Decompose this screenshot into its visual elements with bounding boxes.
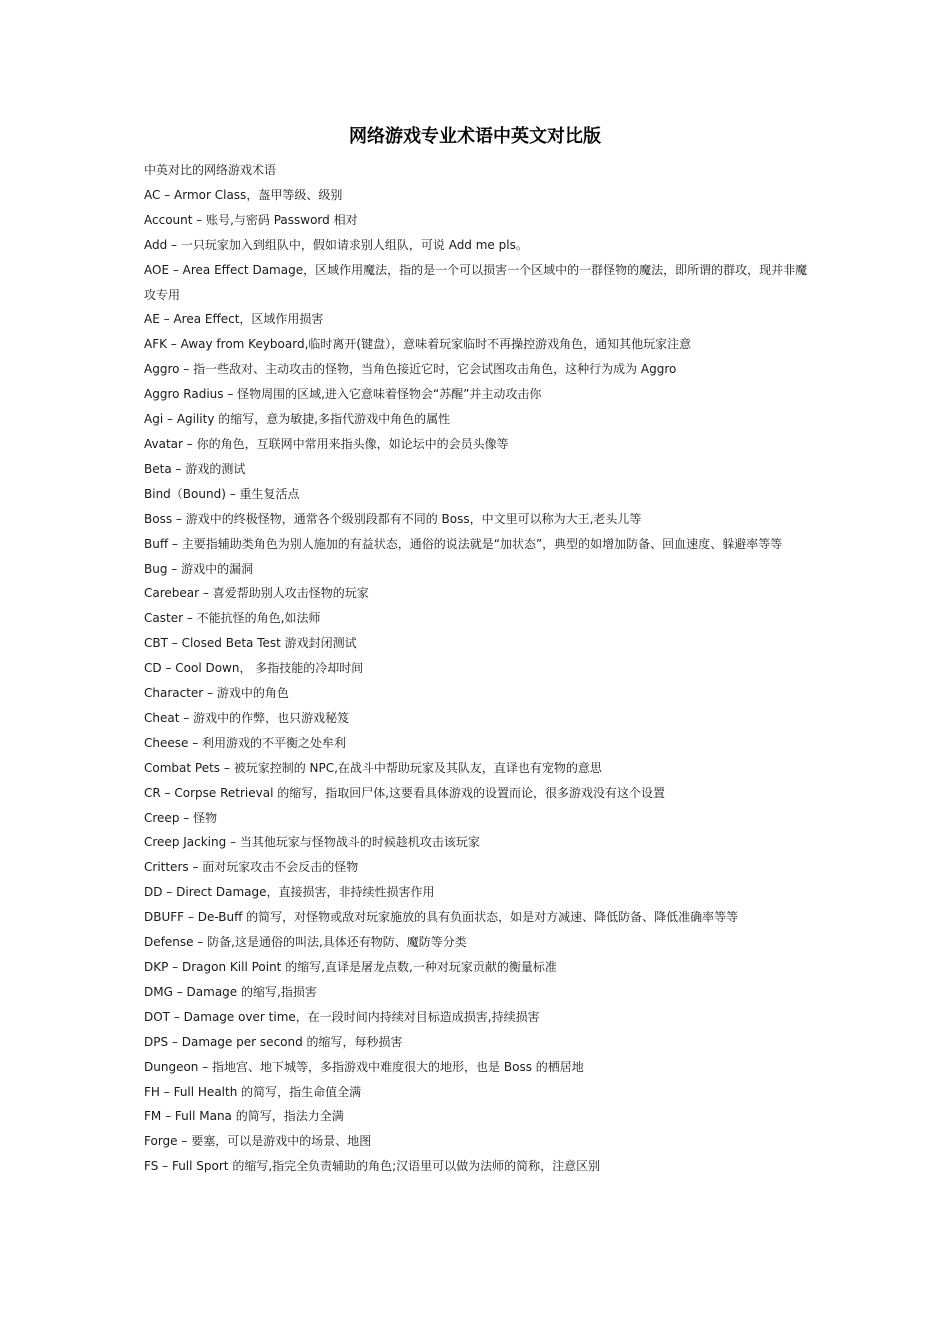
glossary-definition: 游戏的测试 bbox=[185, 461, 246, 476]
glossary-term: CBT bbox=[144, 636, 168, 651]
glossary-entry: DOT – Damage over time，在一段时间内持续对目标造成损害,持续损害 bbox=[144, 1009, 540, 1024]
glossary-definition: 不能抗怪的角色,如法师 bbox=[196, 611, 321, 626]
glossary-term: DBUFF bbox=[144, 910, 185, 925]
glossary-entry: DPS – Damage per second 的缩写，每秒损害 bbox=[144, 1034, 403, 1049]
glossary-definition: 面对玩家攻击不会反击的怪物 bbox=[202, 860, 359, 875]
glossary-entry: Buff – 主要指辅助类角色为别人施加的有益状态，通俗的说法就是“加状态”，典型的如增加防备、回血速度、躲避率等等 bbox=[144, 536, 783, 551]
glossary-term: Creep Jacking bbox=[144, 835, 227, 850]
glossary-definition: 重生复活点 bbox=[239, 486, 300, 501]
glossary-entry: Critters – 面对玩家攻击不会反击的怪物 bbox=[144, 860, 359, 875]
glossary-definition: 游戏中的终极怪物，通常各个级别段都有不同的 Boss，中文里可以称为大王,老头儿等 bbox=[185, 511, 642, 526]
glossary-term: FS bbox=[144, 1159, 159, 1174]
glossary-term: Combat Pets bbox=[144, 760, 221, 775]
glossary-entry: AFK – Away from Keyboard,临时离开(键盘），意味着玩家临时不再操控游戏角色，通知其他玩家注意 bbox=[144, 337, 692, 352]
glossary-entry: Creep Jacking – 当其他玩家与怪物战斗的时候趁机攻击该玩家 bbox=[144, 835, 480, 850]
glossary-term: Buff bbox=[144, 536, 169, 551]
glossary-definition: 喜爱帮助别人攻击怪物的玩家 bbox=[212, 586, 369, 601]
glossary-entry: AE – Area Effect，区域作用损害 bbox=[144, 312, 324, 327]
document-intro: 中英对比的网络游戏术语 bbox=[144, 163, 277, 177]
glossary-definition: Damage 的缩写,指损害 bbox=[186, 984, 317, 999]
glossary-entry: Forge – 要塞，可以是游戏中的场景、地图 bbox=[144, 1134, 372, 1149]
glossary-term: DPS bbox=[144, 1034, 169, 1049]
glossary-term: Cheese bbox=[144, 735, 189, 750]
glossary-term: Caster bbox=[144, 611, 184, 626]
glossary-term: Creep bbox=[144, 810, 180, 825]
glossary-entry: Agi – Agility 的缩写，意为敏捷,多指代游戏中角色的属性 bbox=[144, 412, 451, 427]
glossary-definition: Cool Down， 多指技能的冷却时间 bbox=[175, 661, 364, 676]
glossary-term: DMG bbox=[144, 984, 173, 999]
glossary-entry: Combat Pets – 被玩家控制的 NPC,在战斗中帮助玩家及其队友，直译也有宠物的意思 bbox=[144, 760, 602, 775]
glossary-definition: 账号,与密码 Password 相对 bbox=[206, 212, 358, 227]
glossary-term: Dungeon bbox=[144, 1059, 199, 1074]
glossary-definition: Area Effect Damage，区域作用魔法，指的是一个可以损害一个区域中的一群怪物的魔法，即所谓的群攻，现并非魔攻专用 bbox=[144, 262, 808, 302]
glossary-definition: Damage per second 的缩写，每秒损害 bbox=[181, 1034, 403, 1049]
glossary-definition: 怪物周围的区域,进入它意味着怪物会“苏醒”并主动攻击你 bbox=[237, 387, 542, 402]
glossary-term: FH bbox=[144, 1084, 160, 1099]
glossary-definition: Closed Beta Test 游戏封闭测试 bbox=[181, 636, 357, 651]
glossary-entry: Aggro – 指一些敌对、主动攻击的怪物，当角色接近它时，它会试图攻击角色，这种行为成为 Aggro bbox=[144, 362, 677, 377]
glossary-term: AOE bbox=[144, 262, 170, 277]
glossary-entry: Cheat – 游戏中的作弊，也只游戏秘笈 bbox=[144, 710, 350, 725]
glossary-term: CR bbox=[144, 785, 161, 800]
glossary-term: DOT bbox=[144, 1009, 171, 1024]
glossary-term: Bug bbox=[144, 561, 168, 576]
glossary-entry: DD – Direct Damage，直接损害，非持续性损害作用 bbox=[144, 885, 435, 900]
glossary-entry: CBT – Closed Beta Test 游戏封闭测试 bbox=[144, 636, 357, 651]
glossary-entry: AOE – Area Effect Damage，区域作用魔法，指的是一个可以损害一个区域中的一群怪物的魔法，即所谓的群攻，现并非魔攻专用 bbox=[144, 262, 808, 302]
glossary-entry: Beta – 游戏的测试 bbox=[144, 461, 246, 476]
glossary-definition: 怪物 bbox=[193, 810, 218, 825]
glossary-term: DKP bbox=[144, 960, 169, 974]
glossary-definition: Armor Class，盔甲等级、级别 bbox=[174, 187, 343, 202]
glossary-definition: Damage over time，在一段时间内持续对目标造成损害,持续损害 bbox=[183, 1009, 540, 1024]
glossary-term: Add bbox=[144, 237, 168, 252]
glossary-definition: 你的角色，互联网中常用来指头像，如论坛中的会员头像等 bbox=[196, 436, 509, 451]
glossary-definition: 防备,这是通俗的叫法,具体还有物防、魔防等分类 bbox=[207, 935, 467, 950]
glossary-definition: 当其他玩家与怪物战斗的时候趁机攻击该玩家 bbox=[239, 835, 480, 850]
glossary-definition: Corpse Retrieval 的缩写，指取回尸体,这要看具体游戏的设置而论，很多游戏没有这个设置 bbox=[174, 785, 666, 800]
glossary-entry: Caster – 不能抗怪的角色,如法师 bbox=[144, 611, 321, 626]
glossary-entry: DBUFF – De-Buff 的简写，对怪物或敌对玩家施放的具有负面状态，如是对方减速、降低防备、降低准确率等等 bbox=[144, 910, 739, 925]
glossary-term: Forge bbox=[144, 1134, 178, 1149]
glossary-term: Bind（Bound) bbox=[144, 486, 226, 501]
glossary-term: FM bbox=[144, 1109, 162, 1124]
glossary-definition: Full Health 的简写，指生命值全满 bbox=[173, 1084, 362, 1099]
glossary-definition: 利用游戏的不平衡之处牟利 bbox=[202, 735, 347, 750]
glossary-entry: FS – Full Sport 的缩写,指完全负责辅助的角色;汉语里可以做为法师的简称，注意区别 bbox=[144, 1159, 601, 1174]
glossary-term: Boss bbox=[144, 511, 173, 526]
glossary-term: Aggro Radius bbox=[144, 387, 224, 402]
glossary-definition: 游戏中的作弊，也只游戏秘笈 bbox=[193, 710, 350, 725]
glossary-list bbox=[144, 183, 814, 1179]
glossary-term: AC bbox=[144, 187, 161, 202]
glossary-definition: Away from Keyboard,临时离开(键盘），意味着玩家临时不再操控游戏角色，通知其他玩家注意 bbox=[180, 337, 692, 352]
glossary-definition: 游戏中的角色 bbox=[216, 686, 289, 701]
glossary-term: Agi bbox=[144, 412, 164, 427]
glossary-term: Character bbox=[144, 686, 204, 701]
glossary-entry: DMG – Damage 的缩写,指损害 bbox=[144, 984, 317, 999]
glossary-term: Account bbox=[144, 212, 193, 227]
glossary-definition: Full Mana 的简写，指法力全满 bbox=[174, 1109, 344, 1124]
glossary-entry: FH – Full Health 的简写，指生命值全满 bbox=[144, 1084, 362, 1099]
glossary-entry: Avatar – 你的角色，互联网中常用来指头像，如论坛中的会员头像等 bbox=[144, 436, 509, 451]
glossary-term: Carebear bbox=[144, 586, 200, 601]
glossary-term: CD bbox=[144, 661, 162, 676]
glossary-definition: Area Effect，区域作用损害 bbox=[173, 312, 324, 327]
glossary-term: AE bbox=[144, 312, 160, 327]
glossary-entry: AC – Armor Class，盔甲等级、级别 bbox=[144, 187, 343, 202]
glossary-definition: 主要指辅助类角色为别人施加的有益状态，通俗的说法就是“加状态”，典型的如增加防备、回血速度、躲避率等等 bbox=[181, 536, 783, 551]
glossary-entry: Add – 一只玩家加入到组队中，假如请求别人组队，可说 Add me pls。 bbox=[144, 237, 528, 252]
glossary-definition: De-Buff 的简写，对怪物或敌对玩家施放的具有负面状态，如是对方减速、降低防备、降低准确率等等 bbox=[197, 910, 739, 925]
glossary-definition: Agility 的缩写，意为敏捷,多指代游戏中角色的属性 bbox=[176, 412, 451, 427]
glossary-entry: CR – Corpse Retrieval 的缩写，指取回尸体,这要看具体游戏的设置而论，很多游戏没有这个设置 bbox=[144, 785, 666, 800]
glossary-term: Defense bbox=[144, 935, 194, 950]
glossary-entry: DKP – Dragon Kill Point 的缩写,直译是屠龙点数,一种对玩家贡献的衡量标准 bbox=[144, 960, 557, 974]
glossary-entry: CD – Cool Down， 多指技能的冷却时间 bbox=[144, 661, 364, 676]
glossary-entry: Aggro Radius – 怪物周围的区域,进入它意味着怪物会“苏醒”并主动攻击你 bbox=[144, 387, 542, 402]
glossary-definition: 游戏中的漏洞 bbox=[181, 561, 254, 576]
glossary-entry: Cheese – 利用游戏的不平衡之处牟利 bbox=[144, 735, 347, 750]
glossary-entry: Bind（Bound) – 重生复活点 bbox=[144, 486, 300, 501]
document-title: 网络游戏专业术语中英文对比版 bbox=[349, 126, 601, 147]
glossary-entry: Defense – 防备,这是通俗的叫法,具体还有物防、魔防等分类 bbox=[144, 935, 467, 950]
glossary-term: Cheat bbox=[144, 710, 180, 725]
glossary-definition: 指地宫、地下城等，多指游戏中难度很大的地形，也是 Boss 的栖居地 bbox=[212, 1059, 584, 1074]
glossary-term: Beta bbox=[144, 461, 172, 476]
glossary-entry: Bug – 游戏中的漏洞 bbox=[144, 561, 254, 576]
glossary-definition: 要塞，可以是游戏中的场景、地图 bbox=[191, 1134, 372, 1149]
glossary-entry: Carebear – 喜爱帮助别人攻击怪物的玩家 bbox=[144, 586, 369, 601]
glossary-definition: 被玩家控制的 NPC,在战斗中帮助玩家及其队友，直译也有宠物的意思 bbox=[233, 760, 602, 775]
glossary-entry: Account – 账号,与密码 Password 相对 bbox=[144, 212, 358, 227]
glossary-definition: Dragon Kill Point 的缩写,直译是屠龙点数,一种对玩家贡献的衡量标准 bbox=[182, 960, 557, 974]
glossary-definition: 指一些敌对、主动攻击的怪物，当角色接近它时，它会试图攻击角色，这种行为成为 Aggro bbox=[193, 362, 677, 377]
glossary-term: Avatar bbox=[144, 436, 183, 451]
glossary-definition: Direct Damage，直接损害，非持续性损害作用 bbox=[176, 885, 435, 900]
glossary-term: Aggro bbox=[144, 362, 180, 377]
glossary-entry: Dungeon – 指地宫、地下城等，多指游戏中难度很大的地形，也是 Boss 的栖居地 bbox=[144, 1059, 584, 1074]
glossary-entry: Character – 游戏中的角色 bbox=[144, 686, 289, 701]
glossary-term: AFK bbox=[144, 337, 167, 352]
glossary-entry: FM – Full Mana 的简写，指法力全满 bbox=[144, 1109, 344, 1124]
glossary-term: DD bbox=[144, 885, 163, 900]
glossary-entry: Creep – 怪物 bbox=[144, 810, 218, 825]
glossary-term: Critters bbox=[144, 860, 189, 875]
glossary-entry: Boss – 游戏中的终极怪物，通常各个级别段都有不同的 Boss，中文里可以称为大王,老头儿等 bbox=[144, 511, 642, 526]
glossary-definition: Full Sport 的缩写,指完全负责辅助的角色;汉语里可以做为法师的简称，注意区别 bbox=[171, 1159, 601, 1174]
glossary-definition: 一只玩家加入到组队中，假如请求别人组队，可说 Add me pls。 bbox=[180, 237, 528, 252]
document-body bbox=[144, 158, 814, 1179]
